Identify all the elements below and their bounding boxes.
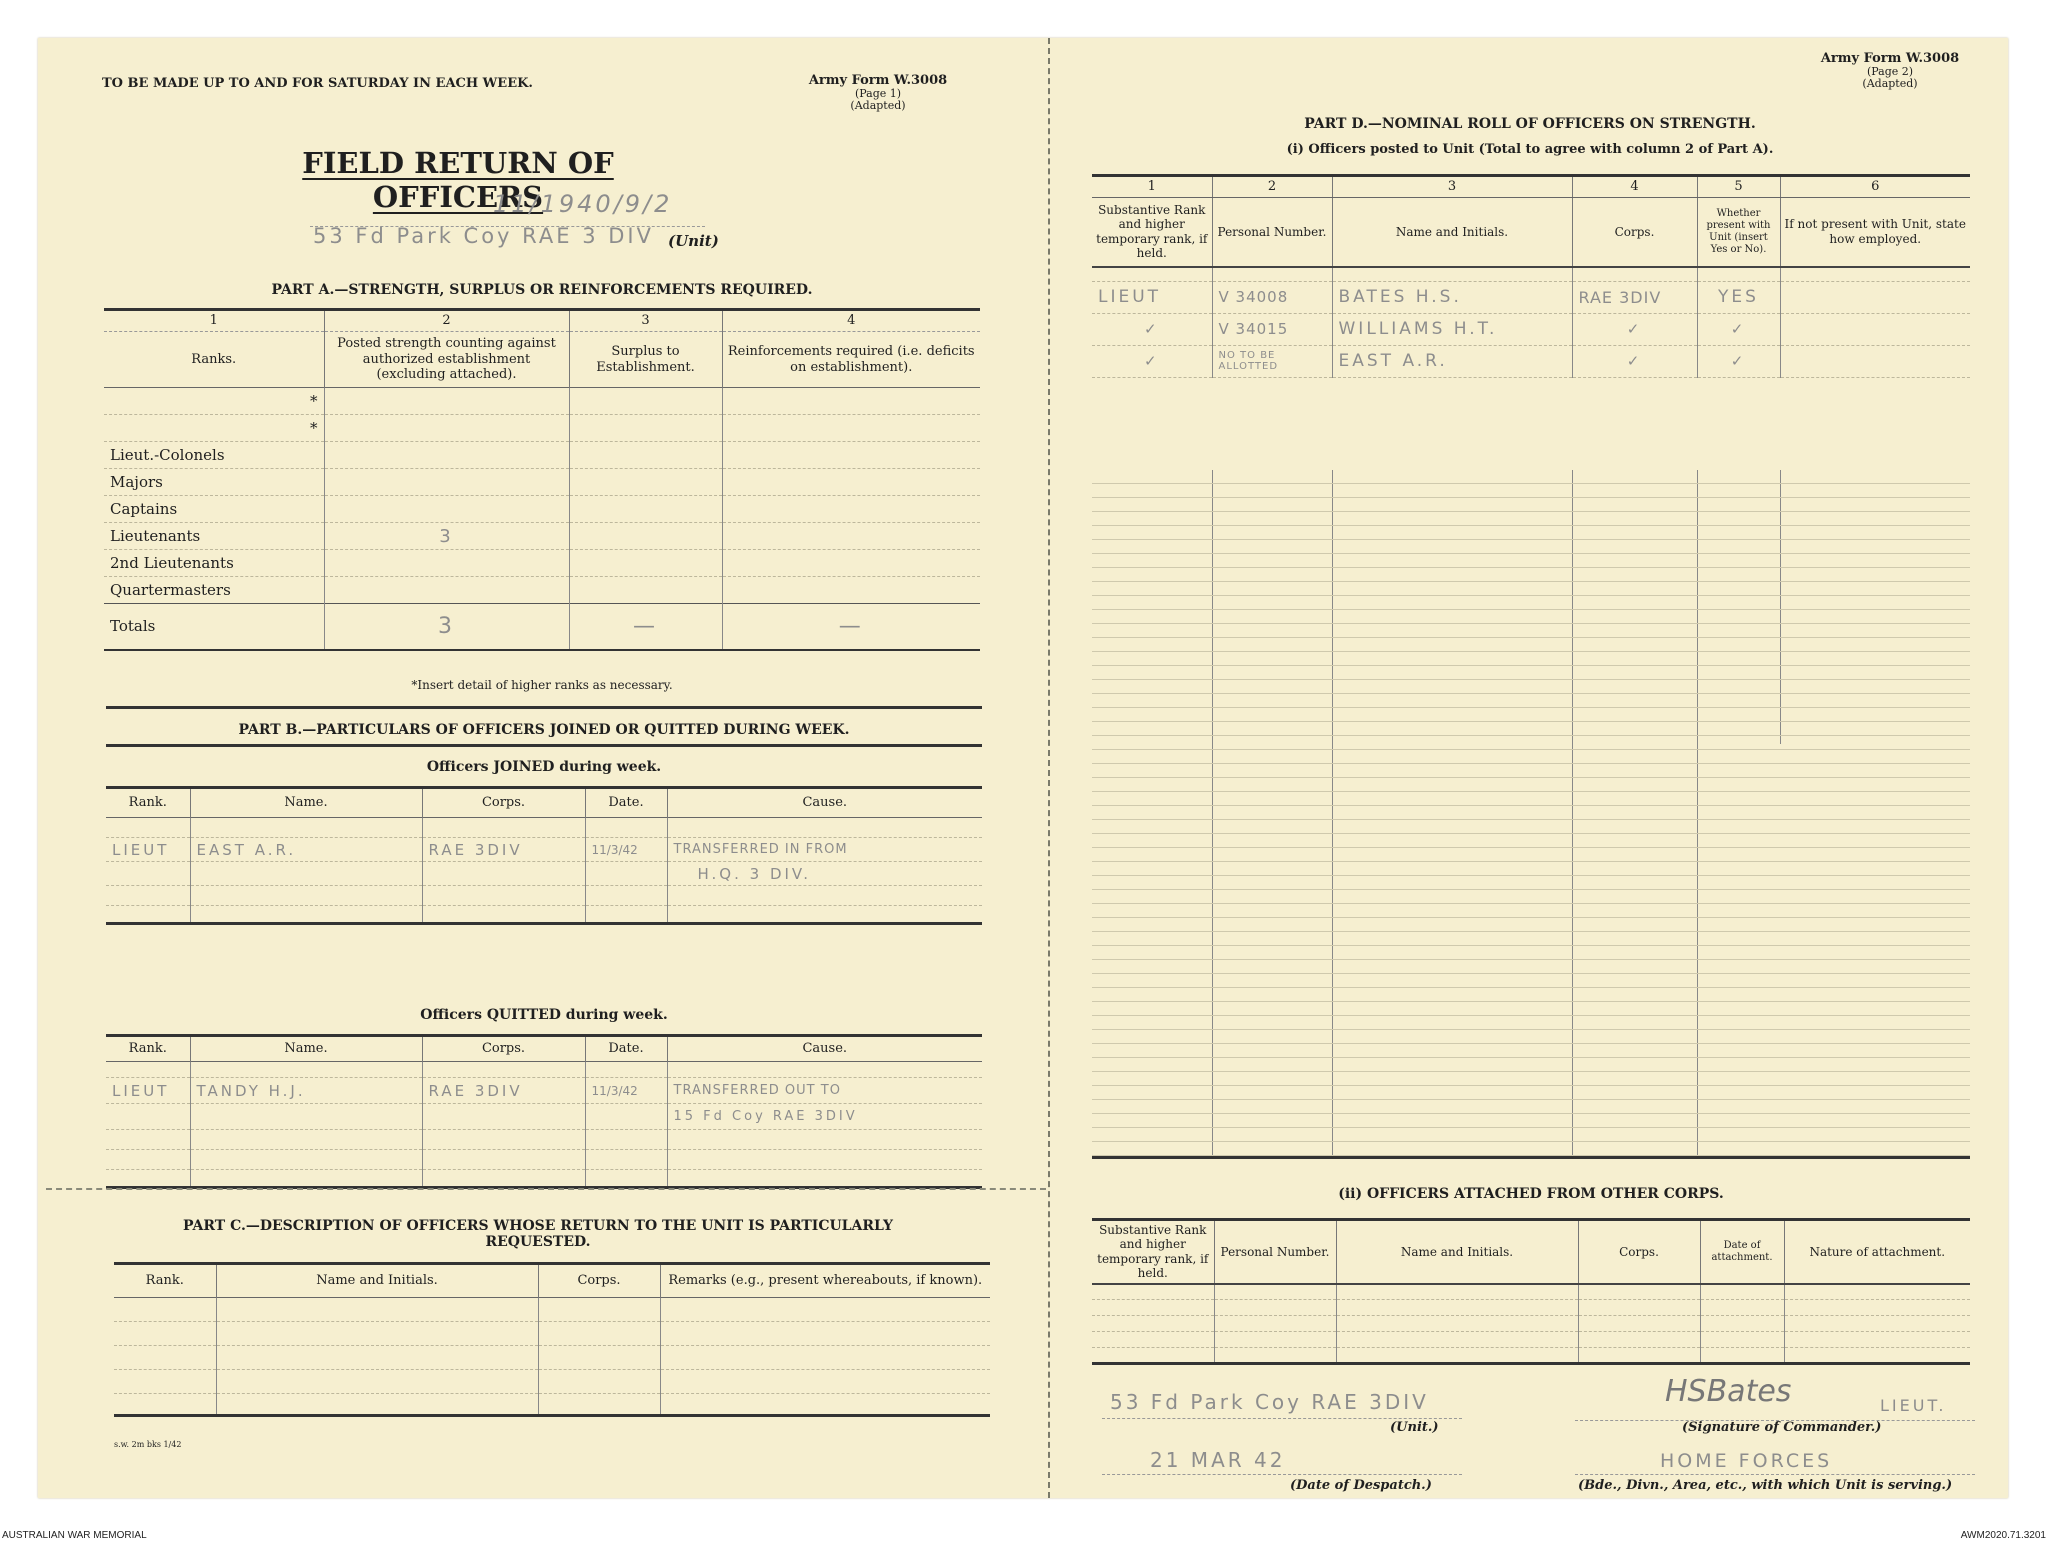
joined-table <box>106 786 982 925</box>
col-header-name: Name. <box>190 1036 422 1062</box>
handwritten-reference: 11/1940/9/2 <box>493 190 673 218</box>
col-header-cause: Cause. <box>667 788 982 818</box>
top-instruction: TO BE MADE UP TO AND FOR SATURDAY IN EACH WEEK. <box>102 76 533 91</box>
col-header-corps: Corps. <box>1578 1220 1700 1284</box>
col-header-date-attachment: Date of attachment. <box>1700 1220 1784 1284</box>
form-sheet <box>38 38 2008 1498</box>
rank-label: Captains <box>104 496 324 523</box>
col-header-corps: Corps. <box>422 1036 585 1062</box>
unit-label: (Unit.) <box>1390 1420 1439 1435</box>
rank-label: 2nd Lieutenants <box>104 550 324 577</box>
part-d-sub-i: (i) Officers posted to Unit (Total to agree with column 2 of Part A). <box>1286 142 1774 157</box>
table-row: LIEUT TANDY H.J. RAE 3DIV 11/3/42 TRANSFERRED OUT TO <box>106 1078 982 1104</box>
form-id <box>1790 52 1990 90</box>
col-number: 5 <box>1697 176 1780 198</box>
handwritten-rank: LIEUT. <box>1880 1396 1947 1415</box>
page-1 <box>38 38 1048 1498</box>
form-name: Army Form W.3008 <box>808 73 948 88</box>
part-c-heading: PART C.—DESCRIPTION OF OFFICERS WHOSE RETURN TO THE UNIT IS PARTICULARLY REQUESTED. <box>183 1218 893 1251</box>
page-2 <box>1050 38 2008 1498</box>
part-d-sub-ii: (ii) OFFICERS ATTACHED FROM OTHER CORPS. <box>1338 1186 1724 1202</box>
rank-label: Lieutenants <box>104 523 324 550</box>
col-header-surplus: Surplus to Establishment. <box>569 332 722 388</box>
signature-label: (Signature of Commander.) <box>1682 1420 1882 1435</box>
page-title: FIELD RETURN OF OFFICERS <box>302 146 614 214</box>
col-header-name: Name and Initials. <box>216 1264 538 1298</box>
quitted-title: Officers QUITTED during week. <box>420 1007 668 1023</box>
lieutenants-posted-value: 3 <box>324 523 569 550</box>
col-header-rank: Rank. <box>106 1036 190 1062</box>
table-row: 15 Fd Coy RAE 3DIV <box>106 1104 982 1130</box>
col-header-corps: Corps. <box>1572 197 1697 267</box>
form-name: Army Form W.3008 <box>1820 51 1960 66</box>
total-reinforcements: — <box>722 604 980 650</box>
totals-label: Totals <box>104 604 324 650</box>
nominal-roll-table <box>1092 174 1970 378</box>
table-row: LIEUT EAST A.R. RAE 3DIV 11/3/42 TRANSFERRED IN FROM <box>106 838 982 862</box>
part-a-table <box>104 308 980 651</box>
col-number: 4 <box>1572 176 1697 198</box>
col-number: 3 <box>1332 176 1572 198</box>
footer-accession-number: AWM2020.71.3201 <box>1960 1530 2046 1541</box>
col-header-rank: Substantive Rank and higher temporary rank, if held. <box>1092 197 1212 267</box>
star-row: * <box>104 415 324 442</box>
col-number: 1 <box>104 310 324 332</box>
part-a-footnote: *Insert detail of higher ranks as necessary. <box>411 678 673 692</box>
col-number: 6 <box>1780 176 1970 198</box>
col-header-rank: Rank. <box>106 788 190 818</box>
col-header-name: Name and Initials. <box>1332 197 1572 267</box>
col-header-cause: Cause. <box>667 1036 982 1062</box>
adapted-note: (Adapted) <box>850 99 906 113</box>
rank-label: Quartermasters <box>104 577 324 604</box>
adapted-note: (Adapted) <box>1862 77 1918 91</box>
col-header-personal-number: Personal Number. <box>1214 1220 1336 1284</box>
col-header-corps: Corps. <box>422 788 585 818</box>
quitted-table <box>106 1034 982 1189</box>
col-header-date: Date. <box>585 788 667 818</box>
col-header-employment: If not present with Unit, state how employed. <box>1780 197 1970 267</box>
joined-title: Officers JOINED during week. <box>426 759 662 775</box>
page-number: (Page 1) <box>854 87 902 101</box>
col-header-name: Name and Initials. <box>1336 1220 1578 1284</box>
area-label: (Bde., Divn., Area, etc., with which Unit is serving.) <box>1578 1478 1953 1493</box>
table-row: ✓ V 34015 WILLIAMS H.T. ✓ ✓ <box>1092 313 1970 345</box>
col-header-personal-number: Personal Number. <box>1212 197 1332 267</box>
page-number: (Page 2) <box>1866 65 1914 79</box>
table-row: ✓ NO TO BE ALLOTTED EAST A.R. ✓ ✓ <box>1092 345 1970 377</box>
print-code: s.w. 2m bks 1/42 <box>114 1440 182 1449</box>
col-header-nature: Nature of attachment. <box>1784 1220 1970 1284</box>
part-b-heading: PART B.—PARTICULARS OF OFFICERS JOINED OR QUITTED DURING WEEK. <box>238 722 850 738</box>
rank-label: Majors <box>104 469 324 496</box>
col-header-corps: Corps. <box>538 1264 660 1298</box>
rank-label: Lieut.-Colonels <box>104 442 324 469</box>
col-number: 4 <box>722 310 980 332</box>
total-posted: 3 <box>324 604 569 650</box>
handwritten-unit: 53 Fd Park Coy RAE 3 DIV <box>313 224 654 248</box>
col-number: 1 <box>1092 176 1212 198</box>
part-c-table <box>114 1262 990 1417</box>
col-header-remarks: Remarks (e.g., present whereabouts, if known). <box>660 1264 990 1298</box>
table-row: LIEUT V 34008 BATES H.S. RAE 3DIV YES <box>1092 281 1970 313</box>
col-header-date: Date. <box>585 1036 667 1062</box>
col-header-present: Whether present with Unit (insert Yes or No). <box>1697 197 1780 267</box>
col-number: 3 <box>569 310 722 332</box>
col-header-rank: Substantive Rank and higher temporary rank, if held. <box>1092 1220 1214 1284</box>
ruled-blank-rows <box>1092 470 1970 1159</box>
col-number: 2 <box>324 310 569 332</box>
signature: HSBates <box>1665 1374 1792 1409</box>
part-d-heading: PART D.—NOMINAL ROLL OF OFFICERS ON STRENGTH. <box>1304 116 1756 132</box>
col-header-reinforcements: Reinforcements required (i.e. deficits on establishment). <box>722 332 980 388</box>
table-row: H.Q. 3 DIV. <box>106 862 982 886</box>
col-header-posted: Posted strength counting against authorized establishment (excluding attached). <box>324 332 569 388</box>
date-label: (Date of Despatch.) <box>1290 1478 1432 1493</box>
footer-institution: AUSTRALIAN WAR MEMORIAL <box>2 1530 147 1541</box>
attached-table <box>1092 1218 1970 1365</box>
col-header-ranks: Ranks. <box>104 332 324 388</box>
col-header-rank: Rank. <box>114 1264 216 1298</box>
handwritten-area: HOME FORCES <box>1660 1450 1833 1472</box>
part-a-heading: PART A.—STRENGTH, SURPLUS OR REINFORCEMENTS REQUIRED. <box>271 282 813 298</box>
star-row: * <box>104 388 324 415</box>
handwritten-unit-signoff: 53 Fd Park Coy RAE 3DIV <box>1110 1390 1429 1414</box>
col-header-name: Name. <box>190 788 422 818</box>
handwritten-date: 21 MAR 42 <box>1150 1448 1286 1472</box>
col-number: 2 <box>1212 176 1332 198</box>
total-surplus: — <box>569 604 722 650</box>
form-id <box>778 74 978 112</box>
unit-label: (Unit) <box>668 232 719 250</box>
